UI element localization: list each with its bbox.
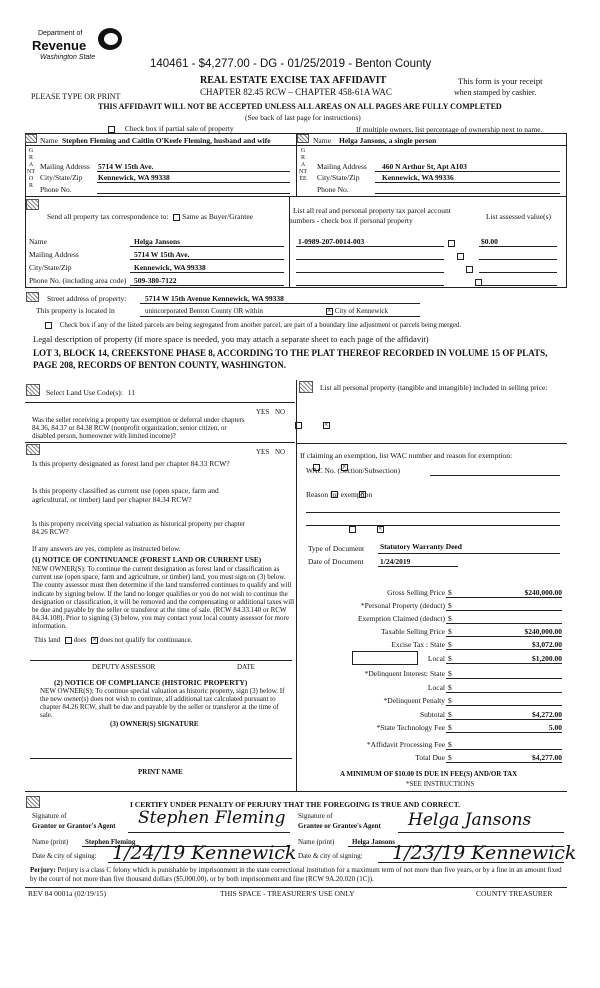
does-qualify-checkbox[interactable] <box>65 637 72 644</box>
grantee-city-label: City/State/Zip <box>317 173 360 182</box>
personal-property-label: List all personal property (tangible and intangible) included in selling price: <box>320 383 548 392</box>
left-date-label: Date & city of signing: <box>32 852 97 860</box>
deputy-date-label: DATE <box>237 663 255 671</box>
personal-property-checkbox-3[interactable] <box>466 266 473 273</box>
partial-sale-checkbox[interactable] <box>108 126 115 133</box>
grantor-signature[interactable]: Stephen Fleming <box>138 808 286 828</box>
no-header-1: NO <box>275 408 286 416</box>
correspondence-label: Send all property tax correspondence to: Same as Buyer/Grantee <box>47 212 253 221</box>
notice2-body: NEW OWNER(S): To continue special valuation as historic property, sign (3) below. If the new owner(s) does not wish to continue, all additional tax calculated pursuant to chapter 84.26 RCW, shall be due and payable by the seller or transferor at the time of sale. <box>40 687 285 719</box>
segregated-checkbox[interactable] <box>45 322 52 329</box>
calc-row: Local $ <box>300 683 562 697</box>
assessed-header: List assessed value(s) <box>486 212 551 221</box>
left-print-name[interactable]: Stephen Fleming <box>85 838 136 846</box>
warning-banner: THIS AFFIDAVIT WILL NOT BE ACCEPTED UNLESS ALL AREAS ON ALL PAGES ARE FULLY COMPLETED <box>98 102 502 111</box>
calc-row: *Personal Property (deduct) $ <box>300 601 562 615</box>
grantor-mail[interactable]: 5714 W 15th Ave. <box>98 162 154 171</box>
partial-sale-row: Check box if partial sale of property <box>108 124 234 133</box>
section-1-marker <box>25 134 37 143</box>
form-revision: REV 84 0001a (02/19/15) <box>28 889 106 898</box>
located-label: This property is located in <box>36 306 115 315</box>
grantor-city-label: City/State/Zip <box>40 173 83 182</box>
local-rate-box[interactable] <box>352 651 418 665</box>
personal-property-checkbox-1[interactable] <box>448 240 455 247</box>
calc-row: *Delinquent Interest: State $ <box>300 669 562 683</box>
does-not-qualify-checkbox[interactable] <box>91 637 98 644</box>
q1-no-checkbox[interactable] <box>323 422 330 429</box>
right-sig-label-2: Grantee or Grantee's Agent <box>298 822 381 830</box>
right-print-name[interactable]: Helga Jansons <box>352 838 395 846</box>
logo-revenue: Revenue <box>32 38 87 53</box>
grantor-name[interactable]: Stephen Fleming and Caitlin O'Keefe Fleming, husband and wife <box>62 136 271 145</box>
grantor-mail-label: Mailing Address <box>40 162 90 171</box>
q1-text: Was the seller receiving a property tax exemption or deferral under chapters 84.36, 84.37 or 84.38 RCW (nonprofit organization, senior citizen, or disabled person, homeowner with limited income)? <box>32 416 245 440</box>
q2-text: Is this property designated as forest land per chapter 84.33 RCW? <box>32 459 230 468</box>
county-treasurer-label: COUNTY TREASURER <box>476 889 553 898</box>
corr-mail[interactable]: 5714 W 15th Ave. <box>134 250 190 259</box>
left-print-label: Name (print) <box>32 838 69 846</box>
corr-phone-label: Phone No. (including area code) <box>29 276 127 285</box>
notice1-body: NEW OWNER(S): To continue the current designation as forest land or classification as current use (open space, farm and agriculture, or timber) land, you must sign on (3) below. The county assessor must then determine if the land transferred continues to qualify and will indicate by signing below. If the land no longer qualifies or you do not wish to continue the designation or classification, it will be removed and the compensating or additional taxes will be due and payable by the seller or transferor at the time of sale. (RCW 84.33.140 or RCW 84.34.108). Prior to signing (3) below, you may contact your local county assessor for more information. <box>32 565 295 631</box>
grantee-phone-label: Phone No. <box>317 185 349 194</box>
instructions-note: (See back of last page for instructions) <box>245 113 361 122</box>
grantee-city[interactable]: Kennewick, WA 99336 <box>382 173 454 182</box>
section-5-marker <box>26 384 40 396</box>
doc-date-label: Date of Document <box>308 557 364 566</box>
doc-date[interactable]: 1/24/2019 <box>380 557 411 566</box>
reason-field[interactable] <box>306 512 560 513</box>
grantee-date-city[interactable]: 1/23/19 Kennewick <box>392 842 577 864</box>
deputy-signature-line[interactable] <box>30 660 292 661</box>
q4-yes-checkbox[interactable] <box>349 526 356 533</box>
grantor-city[interactable]: Kennewick, WA 99338 <box>98 173 170 182</box>
exemption-label: If claiming an exemption, list WAC number and reason for exemption: <box>300 451 513 460</box>
treasurer-use-note: THIS SPACE - TREASURER'S USE ONLY <box>220 889 355 898</box>
doc-type[interactable]: Statutory Warranty Deed <box>380 542 462 551</box>
land-use-label: Select Land Use Code(s): 11 <box>46 388 135 397</box>
same-as-grantee-checkbox[interactable] <box>173 214 180 221</box>
notice2-title: (2) NOTICE OF COMPLIANCE (HISTORIC PROPERTY) <box>54 678 248 687</box>
no-header-2: NO <box>275 448 286 456</box>
parcel-header-2: numbers - check box if personal property <box>289 216 413 225</box>
recording-stamp: 140461 - $4,277.00 - DG - 01/25/2019 - Benton County <box>150 58 432 70</box>
q4-no-checkbox[interactable] <box>377 526 384 533</box>
calc-row: *Affidavit Processing Fee $ <box>300 740 562 754</box>
print-note: PLEASE TYPE OR PRINT <box>31 92 121 101</box>
grantor-phone-field[interactable] <box>97 193 290 194</box>
grantee-mail[interactable]: 460 N Arthur St, Apt A103 <box>382 162 467 171</box>
logo-state: Washington State <box>40 54 96 61</box>
owner-signature-label: (3) OWNER(S) SIGNATURE <box>110 720 199 728</box>
corr-phone[interactable]: 509-380-7122 <box>134 276 177 285</box>
corr-city-label: City/State/Zip <box>29 263 72 272</box>
section-4-marker <box>26 292 39 302</box>
section-8-marker <box>26 796 40 808</box>
personal-property-checkbox-2[interactable] <box>457 253 464 260</box>
grantor-phone-label: Phone No. <box>40 185 72 194</box>
corr-name-label: Name <box>29 237 47 246</box>
print-name-line[interactable] <box>30 758 292 759</box>
located-city: × City of Kennewick <box>326 307 388 315</box>
section-6-marker <box>26 444 40 455</box>
receipt-note-2: when stamped by cashier. <box>454 88 537 97</box>
grantee-mail-label: Mailing Address <box>317 162 367 171</box>
perjury-notice: Perjury: Perjury is a class C felony which is punishable by imprisonment in the state correctional institution for a maximum term of not more than five years, or by a fine in an amount fixed by the court of not more than five thousand dollars ($5,000.00), or by both imprisonment and fine (RCW 9A.20.020 (1C)). <box>30 866 562 883</box>
wac-label: WAC No. (Section/Subsection) <box>306 466 400 475</box>
calc-row: Gross Selling Price $ $240,000.00 <box>387 588 562 597</box>
right-print-label: Name (print) <box>298 838 335 846</box>
wac-field[interactable] <box>430 475 560 476</box>
right-date-label: Date & city of signing: <box>298 852 363 860</box>
reason-label: Reason for exemption <box>306 490 373 499</box>
print-name-label: PRINT NAME <box>138 768 183 776</box>
right-sig-label-1: Signature of <box>298 812 333 820</box>
grantee-phone-field[interactable] <box>375 193 560 194</box>
receipt-note-1: This form is your receipt <box>458 76 543 86</box>
grantor-vertical-label: GRANTOR <box>27 148 35 189</box>
grantee-vertical-label: GRANTEE <box>299 148 307 182</box>
calc-row: Exemption Claimed (deduct) $ <box>300 614 562 628</box>
calc-row: Total Due $ $4,277.00 <box>415 753 562 762</box>
section-2-marker <box>297 134 309 143</box>
yes-header-2: YES <box>256 448 270 456</box>
legal-description[interactable]: LOT 3, BLOCK 14, CREEKSTONE PHASE 8, ACCORDING TO THE PLAT THEREOF RECORDED IN VOLUME 15 OF PLATS, PAGE 208, RECORDS OF BENTON COUNTY, WASHINGTON. <box>33 348 548 370</box>
street-label: Street address of property: <box>47 294 127 303</box>
deputy-label: DEPUTY ASSESSOR <box>92 663 156 671</box>
segregated-row: Check box if any of the listed parcels are being segregated from another parcel, are part of a boundary line adjustment or parcels being merged. <box>45 321 565 329</box>
grantee-signature[interactable]: Helga Jansons <box>408 810 532 830</box>
corr-city[interactable]: Kennewick, WA 99338 <box>134 263 206 272</box>
notice1-title: (1) NOTICE OF CONTINUANCE (FOREST LAND OR CURRENT USE) <box>32 556 262 564</box>
legal-label: Legal description of property (if more space is needed, you may attach a separate sheet to each page of the affidavit) <box>33 334 429 344</box>
calc-row: *Delinquent Penalty $ <box>300 696 562 710</box>
calc-row: *State Technology Fee $ 5.00 <box>376 723 562 732</box>
continuance-row: This land does × does not qualify for continuance. <box>34 636 192 644</box>
certify-statement: I CERTIFY UNDER PENALTY OF PERJURY THAT THE FOREGOING IS TRUE AND CORRECT. <box>130 800 461 809</box>
parcel-header-1: List all real and personal property tax parcel account <box>293 206 451 215</box>
corr-mail-label: Mailing Address <box>29 250 79 259</box>
assessed-value[interactable]: $0.00 <box>481 237 498 246</box>
doc-type-label: Type of Document <box>308 544 365 553</box>
parcel-number[interactable]: 1-0989-207-0014-003 <box>298 237 365 246</box>
street-address[interactable]: 5714 W 15th Avenue Kennewick, WA 99338 <box>145 294 284 303</box>
logo-dept: Department of <box>38 30 83 37</box>
form-chapter: CHAPTER 82.45 RCW – CHAPTER 458-61A WAC <box>200 87 392 97</box>
yes-header-1: YES <box>256 408 270 416</box>
corr-name[interactable]: Helga Jansons <box>134 237 181 246</box>
grantee-name[interactable]: Helga Jansons, a single person <box>339 136 437 145</box>
q4-text: Is this property receiving special valuation as historical property per chapter 84.26 RCW? <box>32 520 246 536</box>
grantee-name-label: Name <box>313 136 331 145</box>
section-3-marker <box>26 199 39 210</box>
see-instructions: *SEE INSTRUCTIONS <box>406 780 475 788</box>
left-sig-label-2: Grantor or Grantor's Agent <box>32 822 116 830</box>
within-city-checkbox[interactable] <box>326 308 333 315</box>
calc-row: Taxable Selling Price $ $240,000.00 <box>380 627 562 636</box>
calc-row: Excise Tax : State $ $3,072.00 <box>391 640 562 649</box>
multi-owner-note: If multiple owners, list percentage of ownership next to name. <box>356 125 543 134</box>
located-value: unincorporated Benton County OR within <box>145 307 263 315</box>
minimum-fee-note: A MINIMUM OF $10.00 IS DUE IN FEE(S) AND/OR TAX <box>340 770 518 778</box>
section-7-marker <box>299 381 313 393</box>
grantor-date-city[interactable]: 1/24/19 Kennewick <box>112 842 297 864</box>
left-sig-label-1: Signature of <box>32 812 67 820</box>
form-title: REAL ESTATE EXCISE TAX AFFIDAVIT <box>200 75 387 86</box>
calc-row: Subtotal $ $4,272.00 <box>419 710 562 719</box>
calc-row: Local $ $1,200.00 <box>300 654 562 670</box>
q3-text: Is this property classified as current use (open space, farm and agricultural, or timber) land per chapter 84.34 RCW? <box>32 486 219 504</box>
revenue-logo <box>32 28 132 70</box>
if-yes-note: If any answers are yes, complete as instructed below. <box>32 545 181 553</box>
grantor-name-label: Name <box>40 136 58 145</box>
